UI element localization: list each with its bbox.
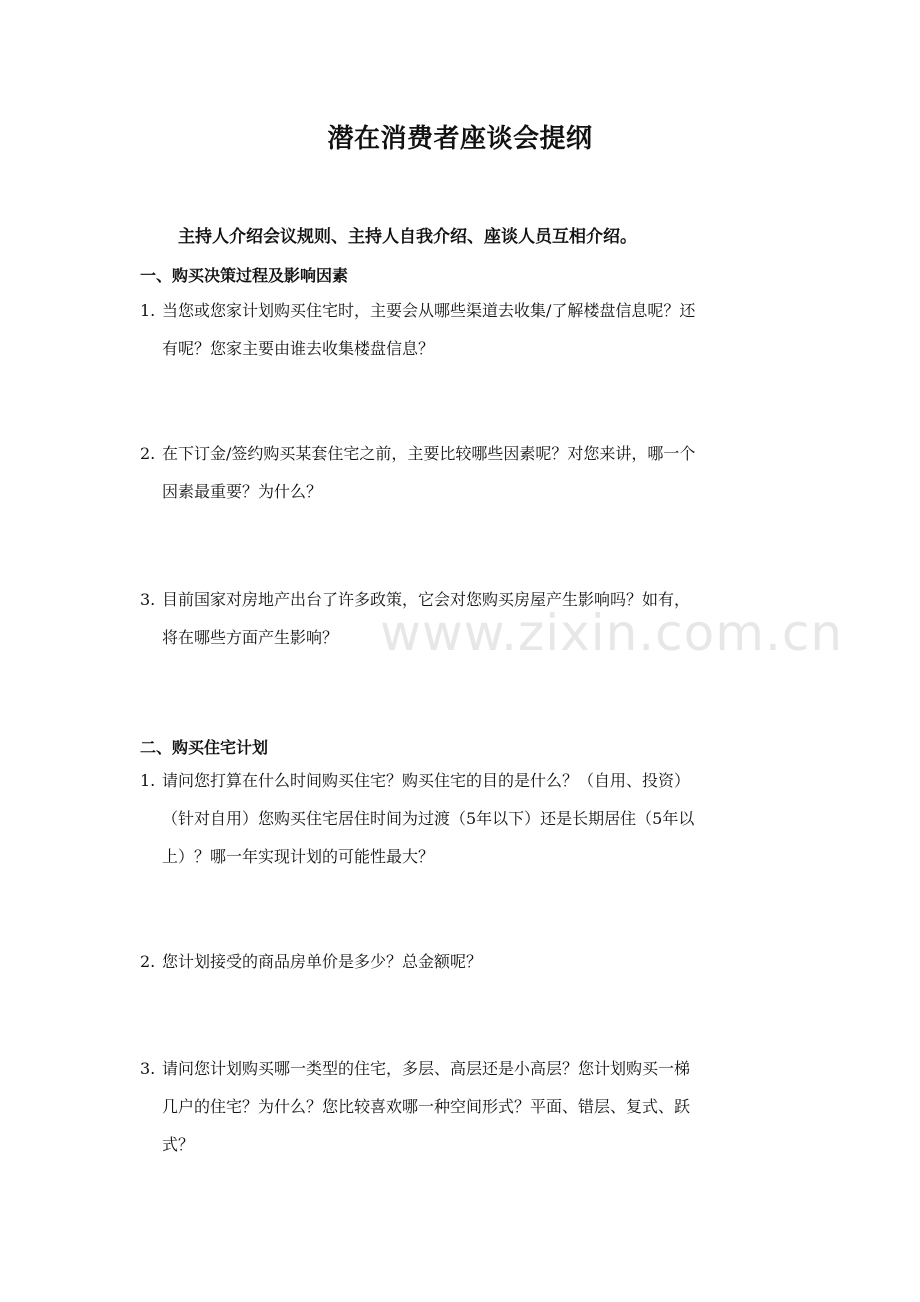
- question-text-continued: 几户的住宅？为什么？您比较喜欢哪一种空间形式？平面、错层、复式、跃: [162, 1097, 691, 1116]
- question-text: 在下订金/签约购买某套住宅之前，主要比较哪些因素呢？对您来讲，哪一个: [162, 444, 696, 463]
- question-number: 3.: [140, 590, 156, 609]
- section-heading: 二、购买住宅计划: [140, 738, 269, 757]
- document-title: 潜在消费者座谈会提纲: [327, 124, 593, 154]
- question-number: 1.: [140, 301, 156, 320]
- question-text-continued: 将在哪些方面产生影响？: [162, 628, 339, 647]
- question-text: 请问您打算在什么时间购买住宅？购买住宅的目的是什么？（自用、投资）: [162, 771, 691, 790]
- question-item: [140, 292, 786, 368]
- question-text-continued: 有呢？您家主要由谁去收集楼盘信息？: [162, 339, 435, 358]
- question-item: [140, 581, 786, 657]
- question-item: [140, 943, 786, 981]
- question-item: [140, 762, 786, 876]
- intro-text: 主持人介绍会议规则、主持人自我介绍、座谈人员互相介绍。: [178, 227, 637, 247]
- question-text: 您计划接受的商品房单价是多少？总金额呢？: [162, 952, 483, 971]
- question-number: 3.: [140, 1059, 156, 1078]
- question-text-continued: 上）？哪一年实现计划的可能性最大？: [162, 847, 435, 866]
- section-heading: 一、购买决策过程及影响因素: [140, 266, 349, 285]
- question-number: 2.: [140, 952, 156, 971]
- question-text-continued: 因素最重要？为什么？: [162, 482, 323, 501]
- question-text: 请问您计划购买哪一类型的住宅，多层、高层还是小高层？您计划购买一梯: [162, 1059, 691, 1078]
- question-number: 1.: [140, 771, 156, 790]
- question-text: 目前国家对房地产出台了许多政策，它会对您购买房屋产生影响吗？如有，: [162, 590, 691, 609]
- question-number: 2.: [140, 444, 156, 463]
- question-item: [140, 435, 786, 511]
- question-text-continued: 式？: [162, 1135, 195, 1154]
- question-item: [140, 1050, 786, 1164]
- question-text-continued: （针对自用）您购买住宅居住时间为过渡（5年以下）还是长期居住（5年以: [162, 809, 695, 828]
- question-text: 当您或您家计划购买住宅时，主要会从哪些渠道去收集/了解楼盘信息呢？还: [162, 301, 696, 320]
- watermark: www.zixin.com.cn: [380, 604, 844, 662]
